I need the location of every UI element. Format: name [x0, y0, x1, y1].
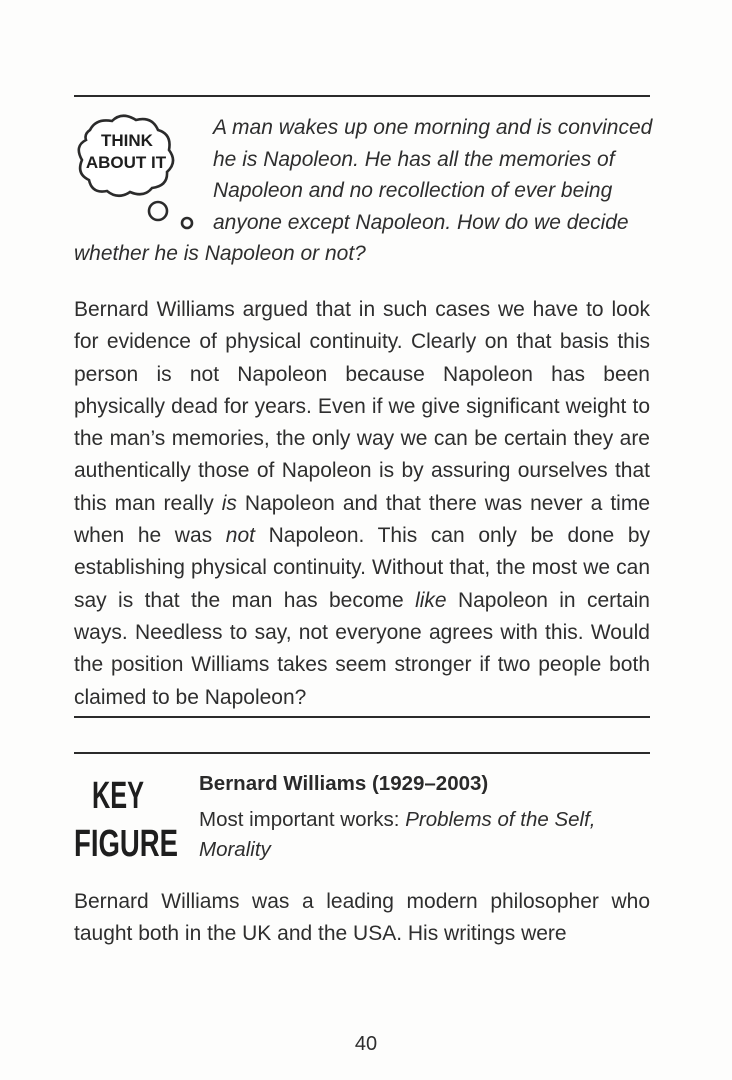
emphasis-not: not [225, 524, 255, 548]
page-number: 40 [354, 1033, 378, 1055]
key-figure-name: Bernard Williams (1929–2003) [199, 772, 489, 795]
section-divider-1 [74, 716, 650, 718]
think-logo-line2: ABOUT IT [85, 153, 167, 172]
top-divider [74, 95, 650, 97]
key-figure-icon [74, 772, 184, 864]
paragraph-part: Napoleon. This can only be done by establishing physical continuity. Without that, the most we can say is that the man has become [74, 524, 650, 612]
key-logo-line2: FIGURE [74, 823, 178, 865]
works-titles: Problems of the Self, Morality [199, 808, 596, 861]
think-about-it-box [74, 112, 654, 270]
think-about-it-body: A man wakes up one morning and is convinced he is Napoleon. He has all the memories of Napoleon and no recollection of ever being anyone except Napoleon. How do we decide whether he is Napoleon or not? [74, 116, 653, 265]
emphasis-like: like [415, 588, 447, 612]
bio-paragraph: Bernard Williams was a leading modern philosopher who taught both in the UK and the USA. His writings were [74, 890, 650, 946]
section-divider-2 [74, 752, 650, 754]
key-logo-line1: KEY [92, 775, 144, 817]
think-logo-line1: THINK [101, 131, 153, 150]
works-label: Most important works: [199, 808, 406, 831]
paragraph-part: Napoleon and that there was never a time when he was [74, 491, 650, 548]
key-figure-works [199, 805, 649, 865]
main-paragraph [74, 294, 650, 714]
think-about-it-text [74, 112, 654, 270]
paragraph-part: Napoleon in certain ways. Needless to say, not everyone agrees with this. Would the position Williams takes seem stronger if two people both claimed to be Napoleon? [74, 588, 650, 709]
paragraph-part: Bernard Williams argued that in such cases we have to look for evidence of physical continuity. Clearly on that basis this person is not Napoleon because Napoleon has been physically dead for years. Even if we give significant weight to the man’s memories, the only way we can be certain they are authentically those of Napoleon is by assuring ourselves that this man really [74, 298, 650, 515]
emphasis-is: is [221, 491, 237, 515]
